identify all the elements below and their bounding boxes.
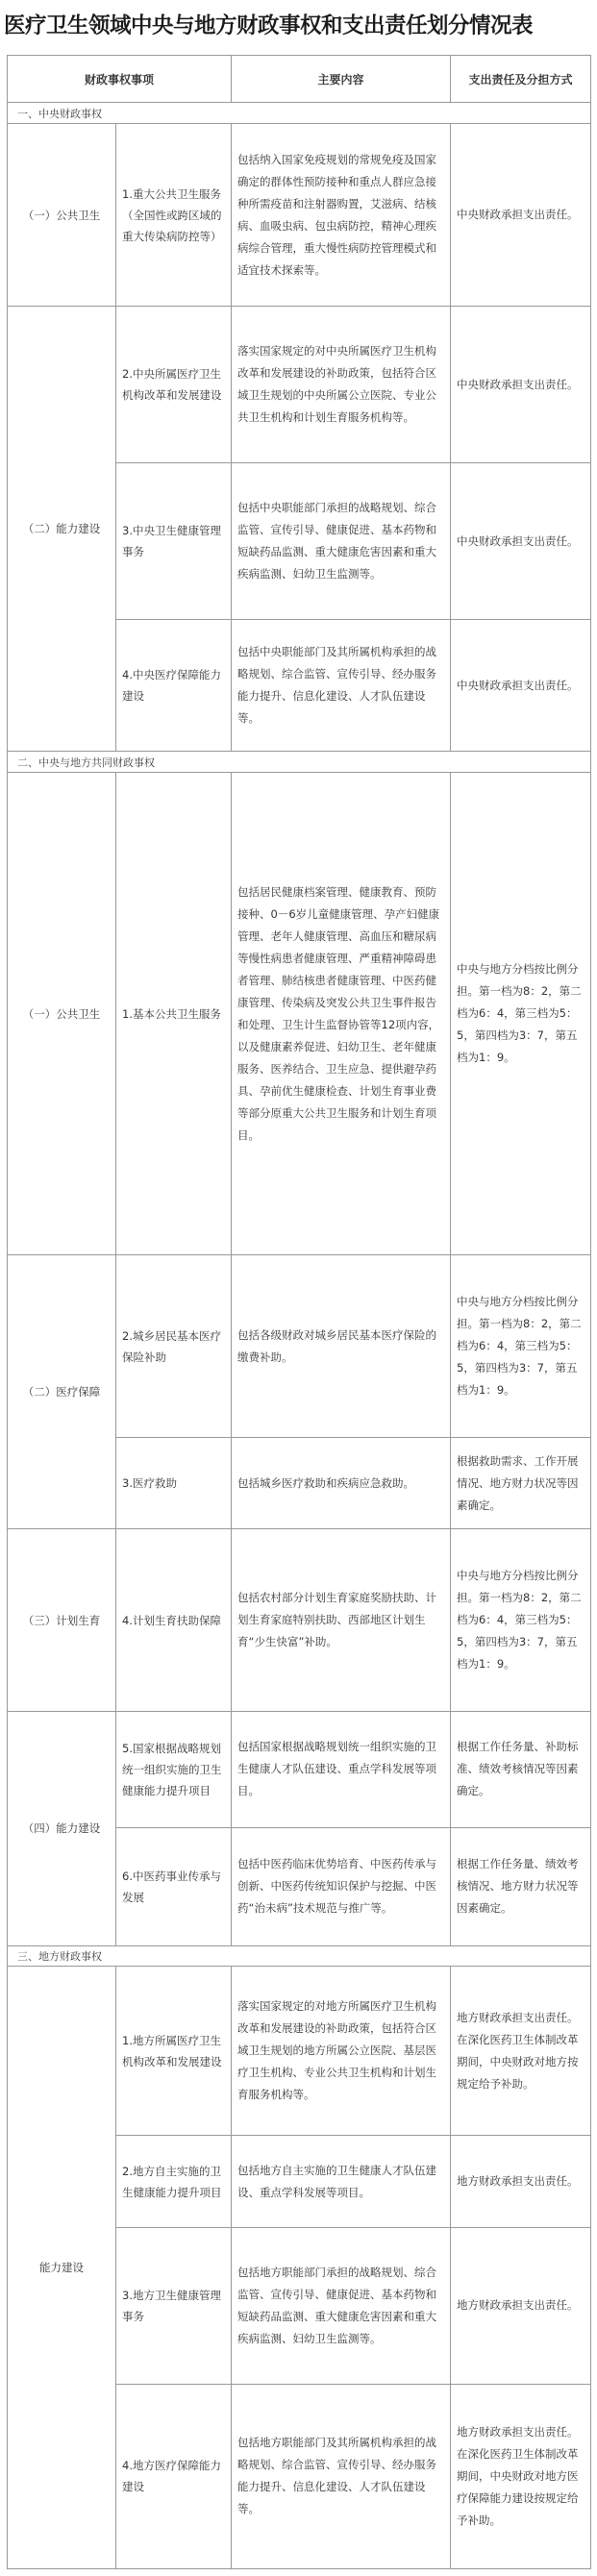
content-cell: 落实国家规定的对中央所属医疗卫生机构改革和发展建设的补助政策，包括符合区域卫生规划的中央所属公立医院、专业公共卫生机构和计划生育服务机构等。 bbox=[232, 306, 451, 462]
content-cell: 包括地方自主实施的卫生健康人才队伍建设、重点学科发展等项目。 bbox=[232, 2136, 451, 2227]
responsibility-cell: 地方财政承担支出责任。在深化医药卫生体制改革期间，中央财政对地方医疗保障能力建设按规定给予补助。 bbox=[451, 2384, 591, 2568]
table-row bbox=[8, 772, 591, 1254]
content-cell: 包括地方职能部门及其所属机构承担的战略规划、综合监管、宣传引导、经办服务能力提升、信息化建设、人才队伍建设等。 bbox=[232, 2384, 451, 2568]
item-cell: 3.医疗救助 bbox=[116, 1437, 232, 1528]
item-cell: 1.地方所属医疗卫生机构改革和发展建设 bbox=[116, 1967, 232, 2136]
responsibility-cell: 根据工作任务量、绩效考核情况、地方财力状况等因素确定。 bbox=[451, 1827, 591, 1945]
category-cell: （一）公共卫生 bbox=[8, 772, 116, 1254]
table-row bbox=[8, 1711, 591, 1827]
responsibility-cell: 中央财政承担支出责任。 bbox=[451, 463, 591, 620]
item-cell: 3.地方卫生健康管理事务 bbox=[116, 2227, 232, 2384]
section-row bbox=[8, 103, 591, 124]
responsibility-cell: 地方财政承担支出责任。在深化医药卫生体制改革期间，中央财政对地方按规定给予补助。 bbox=[451, 1967, 591, 2136]
category-cell: （四）能力建设 bbox=[8, 1711, 116, 1945]
header-responsibility: 支出责任及分担方式 bbox=[451, 56, 591, 103]
content-cell: 包括农村部分计划生育家庭奖励扶助、计划生育家庭特别扶助、西部地区计划生育“少生快富”补助。 bbox=[232, 1529, 451, 1712]
responsibility-cell: 中央与地方分档按比例分担。第一档为8：2，第二档为6：4，第三档为5：5，第四档为3：7，第五档为1：9。 bbox=[451, 1529, 591, 1712]
content-cell: 包括中央职能部门及其所属机构承担的战略规划、综合监管、宣传引导、经办服务能力提升、信息化建设、人才队伍建设等。 bbox=[232, 620, 451, 752]
content-cell: 落实国家规定的对地方所属医疗卫生机构改革和发展建设的补助政策，包括符合区域卫生规划的地方所属公立医院、基层医疗卫生机构、专业公共卫生机构和计划生育服务机构等。 bbox=[232, 1967, 451, 2136]
responsibility-cell: 根据工作任务量、补助标准、绩效考核情况等因素确定。 bbox=[451, 1711, 591, 1827]
item-cell: 1.重大公共卫生服务（全国性或跨区域的重大传染病防控等） bbox=[116, 124, 232, 307]
section-label: 一、中央财政事权 bbox=[8, 103, 591, 124]
content-cell: 包括纳入国家免疫规划的常规免疫及国家确定的群体性预防接种和重点人群应急接种所需疫苗和注射器购置，艾滋病、结核病、血吸虫病、包虫病防控，精神心理疾病综合管理，重大慢性病防控管理模式和适宜技术探索等。 bbox=[232, 124, 451, 307]
responsibility-cell: 地方财政承担支出责任。 bbox=[451, 2227, 591, 2384]
section-row bbox=[8, 1945, 591, 1967]
responsibility-cell: 根据救助需求、工作开展情况、地方财力状况等因素确定。 bbox=[451, 1437, 591, 1528]
category-cell: （二）医疗保障 bbox=[8, 1255, 116, 1529]
content-cell: 包括中央职能部门承担的战略规划、综合监管、宣传引导、健康促进、基本药物和短缺药品监测、重大健康危害因素和重大疾病监测、妇幼卫生监测等。 bbox=[232, 463, 451, 620]
header-item: 财政事权事项 bbox=[8, 56, 232, 103]
item-cell: 3.中央卫生健康管理事务 bbox=[116, 463, 232, 620]
responsibility-cell: 中央财政承担支出责任。 bbox=[451, 124, 591, 307]
content-cell: 包括国家根据战略规划统一组织实施的卫生健康人才队伍建设、重点学科发展等项目。 bbox=[232, 1711, 451, 1827]
document-title: 医疗卫生领域中央与地方财政事权和支出责任划分情况表 bbox=[4, 13, 534, 38]
table-row bbox=[8, 1255, 591, 1438]
item-cell: 2.中央所属医疗卫生机构改革和发展建设 bbox=[116, 306, 232, 462]
responsibility-table bbox=[7, 55, 591, 2569]
section-label: 二、中央与地方共同财政事权 bbox=[8, 752, 591, 773]
item-cell: 1.基本公共卫生服务 bbox=[116, 772, 232, 1254]
content-cell: 包括各级财政对城乡居民基本医疗保险的缴费补助。 bbox=[232, 1255, 451, 1438]
item-cell: 4.计划生育扶助保障 bbox=[116, 1529, 232, 1712]
item-cell: 5.国家根据战略规划统一组织实施的卫生健康能力提升项目 bbox=[116, 1711, 232, 1827]
category-cell: （一）公共卫生 bbox=[8, 124, 116, 307]
header-row bbox=[8, 56, 591, 103]
item-cell: 2.城乡居民基本医疗保险补助 bbox=[116, 1255, 232, 1438]
item-cell: 4.地方医疗保障能力建设 bbox=[116, 2384, 232, 2568]
responsibility-cell: 中央与地方分档按比例分担。第一档为8：2，第二档为6：4，第三档为5：5，第四档为3：7，第五档为1：9。 bbox=[451, 772, 591, 1254]
item-cell: 4.中央医疗保障能力建设 bbox=[116, 620, 232, 752]
content-cell: 包括中医药临床优势培育、中医药传承与创新、中医药传统知识保护与挖掘、中医药“治未病”技术规范与推广等。 bbox=[232, 1827, 451, 1945]
table-row bbox=[8, 1529, 591, 1712]
section-row bbox=[8, 752, 591, 773]
item-cell: 6.中医药事业传承与发展 bbox=[116, 1827, 232, 1945]
content-cell: 包括城乡医疗救助和疾病应急救助。 bbox=[232, 1437, 451, 1528]
category-cell: 能力建设 bbox=[8, 1967, 116, 2569]
responsibility-cell: 地方财政承担支出责任。 bbox=[451, 2136, 591, 2227]
responsibility-cell: 中央财政承担支出责任。 bbox=[451, 620, 591, 752]
responsibility-cell: 中央财政承担支出责任。 bbox=[451, 306, 591, 462]
category-cell: （二）能力建设 bbox=[8, 306, 116, 751]
responsibility-cell: 中央与地方分档按比例分担。第一档为8：2，第二档为6：4，第三档为5：5，第四档为3：7，第五档为1：9。 bbox=[451, 1255, 591, 1438]
table-row bbox=[8, 1967, 591, 2136]
section-label: 三、地方财政事权 bbox=[8, 1945, 591, 1967]
table-row bbox=[8, 306, 591, 462]
item-cell: 2.地方自主实施的卫生健康能力提升项目 bbox=[116, 2136, 232, 2227]
header-content: 主要内容 bbox=[232, 56, 451, 103]
content-cell: 包括地方职能部门承担的战略规划、综合监管、宣传引导、健康促进、基本药物和短缺药品监测、重大健康危害因素和重大疾病监测、妇幼卫生监测等。 bbox=[232, 2227, 451, 2384]
table-row bbox=[8, 124, 591, 307]
content-cell: 包括居民健康档案管理、健康教育、预防接种、0－6岁儿童健康管理、孕产妇健康管理、老年人健康管理、高血压和糖尿病等慢性病患者健康管理、严重精神障碍患者管理、肺结核患者健康管理、中医药健康管理、传染病及突发公共卫生事件报告和处理、卫生计生监督协管等12项内容，以及健康素养促进、妇幼卫生、老年健康服务、医养结合、卫生应急、提供避孕药具、孕前优生健康检查、计划生育事业费等部分原重大公共卫生服务和计划生育项目。 bbox=[232, 772, 451, 1254]
category-cell: （三）计划生育 bbox=[8, 1529, 116, 1712]
